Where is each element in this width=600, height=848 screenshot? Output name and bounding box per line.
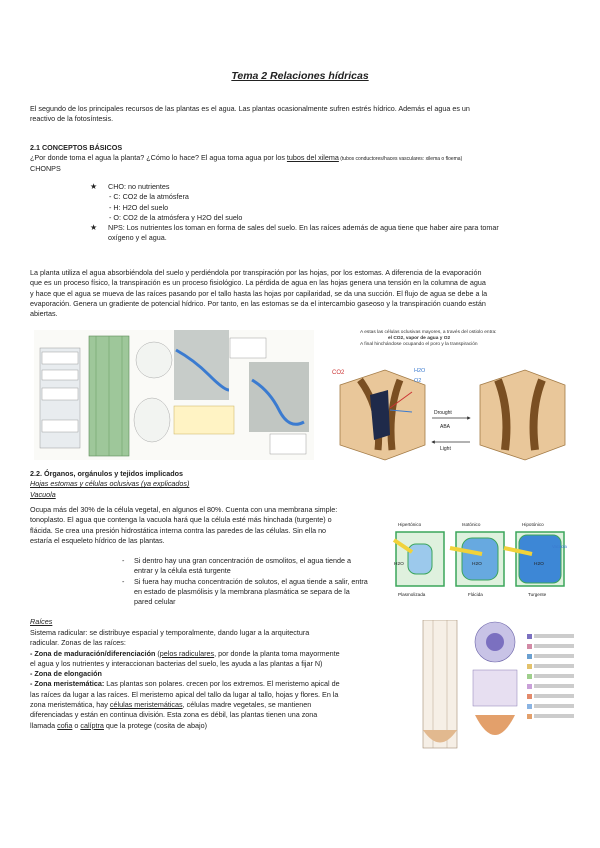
osmosis-list: - Si dentro hay una gran concentración de osmolitos, el agua tiende a entrar y la célula está turgente - Si fuera hay mucha concentración de solutos, el agua tiende a salir, entra en estado de plasmólisis y la membrana plasmática se separa de la pared celular: [134, 556, 394, 607]
figure-caption: A estas las células oclusivas mayores, a través del ostiolo entra:: [360, 330, 497, 335]
list-item: - H: H2O del suelo: [109, 202, 169, 212]
zone-text: llamada: [30, 720, 58, 730]
paragraph-line: tonoplasto. El agua que contenga la vacuola hará que la célula esté más hinchada (turgente) o: [30, 515, 332, 525]
figure-caption: el CO2, vapor de agua y O2: [388, 336, 451, 341]
vacuola-label: Vacuola: [552, 544, 567, 549]
water-transport-figure: [34, 330, 314, 460]
figure-label: Plasmolizada: [398, 592, 426, 597]
nutrient-list: [90, 182, 588, 244]
list-item: entrar y la célula está turgente: [134, 566, 231, 576]
intro: [30, 104, 575, 125]
zone-label: - Zona meristemática:: [30, 679, 105, 689]
drought-label: Drought: [434, 410, 452, 416]
figure-caption: A final hinchándose ocupando el poro y la transpiración: [360, 342, 478, 347]
figure-label: Hipertónico: [398, 522, 422, 527]
paragraph-line: estaría el esqueleto hídrico de las plantas.: [30, 535, 165, 545]
figure-label: Turgente: [528, 592, 547, 597]
zone-text: que la protege (cosita de abajo): [103, 720, 208, 730]
h2o-label: H2O: [472, 562, 482, 567]
paragraph-line: el agua y los nutrientes y interaccionan bacterias del suelo, les ayuda a las plantas a fijar N): [30, 658, 323, 668]
list-item: oxígeno y el agua.: [108, 233, 167, 243]
paragraph-line: diferenciadas y están en continua división. Esta zona es débil, las plantas tienen una zona: [30, 710, 318, 720]
paragraph-line: Sistema radicular: se distribuye espacial y temporalmente, dando lugar a la arquitectura: [30, 628, 310, 637]
subsection-title: Vacuola: [30, 490, 56, 499]
list-item: en estado de plasmólisis y la membrana plasmática se separa de la: [134, 586, 350, 596]
question-text: ¿Por donde toma el agua la planta? ¿Cómo lo hace? El agua toma agua por los: [30, 153, 287, 162]
page-title: Tema 2 Relaciones hídricas: [231, 70, 369, 82]
co2-label: CO2: [332, 370, 345, 376]
paragraph-line: las raíces da lugar a las raíces. El meristemo apical del tallo da lugar al tallo, hojas y flores. En la: [30, 689, 339, 699]
subsection-title: Hojas estomas y células oclusivas (ya explicados): [30, 479, 190, 488]
paragraph-line: y hace que el agua se mueva de las raíces pasando por el tallo hasta las hojas por capilaridad, se da una succión. El flujo de agua se debe a la: [30, 288, 488, 298]
zone-label: - Zona de maduración/diferenciación: [30, 648, 156, 658]
root-hairs-link: pelos radiculares: [159, 648, 215, 658]
paragraph-line: flácida. Se crea una presión hidrostática interna contra las paredes de las células. Sin ella no: [30, 525, 327, 535]
paragraph-line: - Zona de maduración/diferenciación (pelos radiculares, por donde la planta toma mayormente: [30, 648, 340, 658]
intro-line: El segundo de los principales recursos de las plantas es el agua. Las plantas ocasionalmente sufren estrés hídrico. Además el agua es un: [30, 104, 470, 113]
h2o-label: H2O: [414, 368, 426, 374]
figure-label: Flácida: [468, 592, 483, 597]
question-line: [30, 153, 590, 164]
transpiration-paragraph: [30, 268, 590, 319]
xylem-link: tubos del xilema: [286, 153, 339, 162]
paragraph-line: [30, 679, 420, 689]
zone-text: zona meristemática, hay: [30, 700, 110, 710]
raices-paragraph: [30, 628, 420, 731]
figure-label: Hipotónico: [522, 522, 544, 527]
paragraph-line: radicular. Zonas de las raíces:: [30, 638, 126, 648]
caliptra-link: calíptra: [80, 720, 104, 730]
question-note: (tubos conductores/haces vasculares: xilema o floema): [338, 156, 463, 162]
list-item: - O: CO2 de la atmósfera y H2O del suelo: [109, 212, 243, 222]
light-label: Light: [440, 446, 451, 452]
list-item: NPS: Los nutrientes los toman en forma de sales del suelo. En las raíces además de agua tiene que haber aire para tomar: [108, 223, 499, 233]
star-bullet-icon: ★: [90, 182, 98, 191]
root-anatomy-illustration: [415, 620, 585, 755]
tonicity-figure: [392, 522, 572, 602]
star-bullet-icon: ★: [90, 223, 98, 233]
zone-text: , células madre vegetales, se mantienen: [182, 700, 312, 710]
section-heading: 2.2. Órganos, orgánulos y tejidos implicados: [30, 469, 183, 478]
h2o-label: H2O: [534, 562, 544, 567]
cofia-link: cofia: [57, 720, 73, 730]
list-item: CHO: no nutrientes: [108, 182, 170, 191]
paragraph-line: La planta utiliza el agua absorbiéndola del suelo y perdiéndola por transpiración por las hojas, por los estomas. A diferencia de la evaporación: [30, 268, 482, 277]
vacuola-paragraph: [30, 505, 390, 546]
list-item: pared celular: [134, 597, 176, 607]
subsection-title: Raíces: [30, 617, 53, 626]
h2o-label: H2O: [394, 562, 404, 567]
paragraph-line: evaporación. Genera un gradiente de potencial hídrico. Por tanto, en las estomas se da el intercambio gaseoso y la transpiración cuando están: [30, 298, 486, 308]
root-anatomy-figure: [415, 620, 585, 755]
zone-label: - Zona de elongación: [30, 669, 102, 679]
intro-line: reactivo de la fotosíntesis.: [30, 114, 114, 124]
tonicity-illustration: [392, 530, 572, 590]
zone-text: o: [72, 720, 81, 730]
stomata-figure: [330, 330, 582, 465]
water-transport-illustration: [34, 330, 314, 460]
meristem-cells-link: células meristemáticas: [109, 700, 183, 710]
list-item: Si fuera hay mucha concentración de solutos, el agua tiende a salir, entra: [134, 576, 368, 586]
paragraph-line: Ocupa más del 30% de la célula vegetal, en algunos el 80%. Cuenta con una membrana simple:: [30, 505, 338, 514]
paragraph-line: abiertas.: [30, 309, 58, 319]
paragraph-line: [30, 721, 420, 731]
zone-text: Las plantas son polares. crecen por los extremos. El meristemo apical de: [104, 679, 340, 689]
stomata-illustration: [330, 350, 582, 465]
section-heading: 2.1 CONCEPTOS BÁSICOS: [30, 143, 123, 152]
list-item: Si dentro hay una gran concentración de osmolitos, el agua tiende a: [134, 556, 351, 565]
zone-text: , por donde la planta toma mayormente: [214, 648, 340, 658]
paragraph-line: [30, 700, 420, 710]
paragraph-line: que es un proceso físico, la transpiración es un proceso fisiológico. La pérdida de agua en las hojas genera una tensión en la columna de agua: [30, 278, 486, 288]
aba-label: ABA: [440, 424, 451, 430]
figure-label: Isotónico: [462, 522, 481, 527]
list-item: - C: CO2 de la atmósfera: [109, 192, 189, 202]
chonps-label: CHONPS: [30, 164, 61, 173]
o2-label: O2: [414, 378, 422, 384]
